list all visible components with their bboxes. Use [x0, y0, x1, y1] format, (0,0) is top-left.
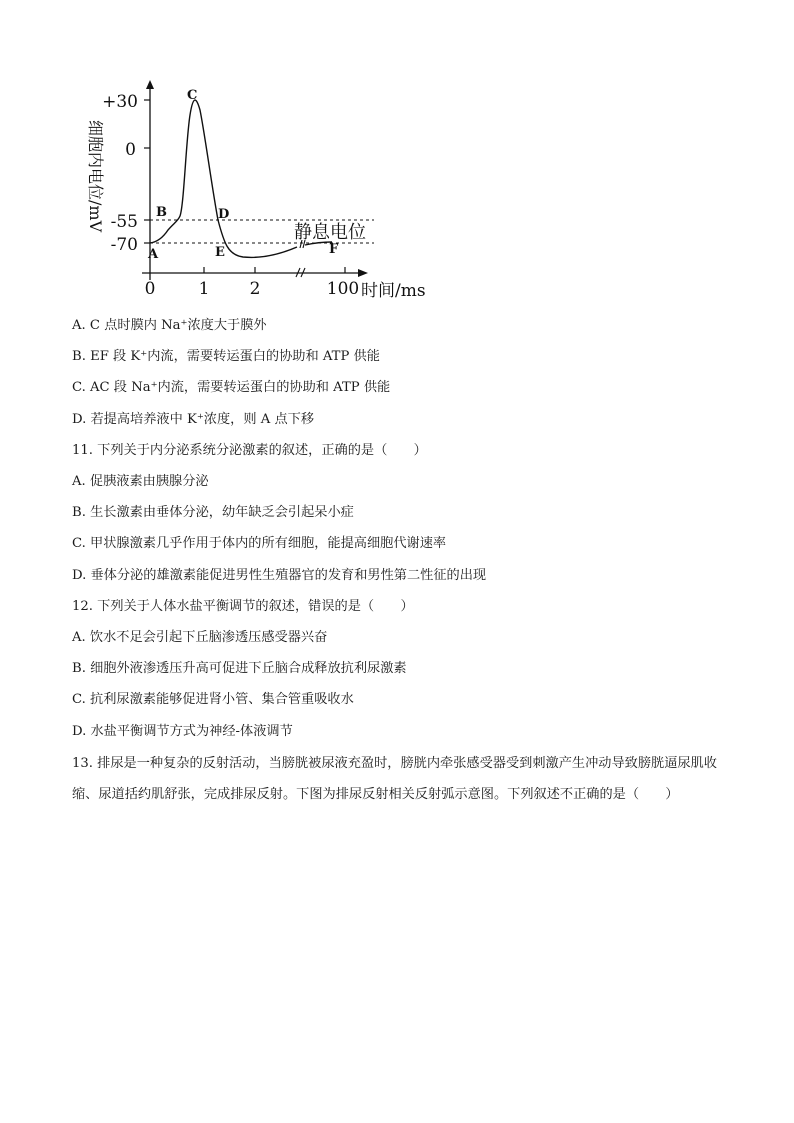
point-label-a: A — [148, 247, 159, 262]
ytick-label: +30 — [102, 92, 138, 112]
xtick-label: 100 — [326, 279, 360, 299]
ytick-label: 0 — [125, 140, 136, 160]
q12-stem: 12. 下列关于人体水盐平衡调节的叙述，错误的是（ ） — [72, 599, 414, 614]
x-axis-arrow — [358, 269, 368, 277]
q11-option-b: B. 生长激素由垂体分泌，幼年缺乏会引起呆小症 — [72, 505, 354, 520]
y-axis-label: 细胞内电位/mV — [86, 120, 105, 233]
q11-stem: 11. 下列关于内分泌系统分泌激素的叙述，正确的是（ ） — [72, 443, 427, 458]
ytick-label: -70 — [110, 235, 138, 255]
q12-option-c: C. 抗利尿激素能够促进肾小管、集合管重吸收水 — [72, 692, 354, 707]
q12-option-d: D. 水盐平衡调节方式为神经-体液调节 — [72, 724, 293, 739]
q10-option-d: D. 若提高培养液中 K⁺浓度，则 A 点下移 — [72, 412, 315, 427]
q10-option-b: B. EF 段 K⁺内流，需要转运蛋白的协助和 ATP 供能 — [72, 349, 380, 364]
q12-option-b: B. 细胞外液渗透压升高可促进下丘脑合成释放抗利尿激素 — [72, 661, 407, 676]
ytick-label: -55 — [110, 212, 138, 232]
point-label-d: D — [218, 207, 230, 222]
x-axis-label: 时间/ms — [361, 281, 426, 301]
point-label-f: F — [329, 242, 339, 257]
q11-option-c: C. 甲状腺激素几乎作用于体内的所有细胞，能提高细胞代谢速率 — [72, 536, 447, 551]
point-label-c: C — [187, 88, 198, 103]
point-label-b: B — [156, 205, 167, 220]
action-potential-figure — [78, 80, 438, 310]
xtick-label: 0 — [144, 279, 156, 299]
q13-stem: 13. 排尿是一种复杂的反射活动，当膀胱被尿液充盈时，膀胱内牵张感受器受到刺激产生冲动导致膀胱逼尿肌收缩、尿道括约肌舒张，完成排尿反射。下图为排尿反射相关反射弧示意图。下列叙述不正确的是（ ） — [72, 756, 717, 802]
xtick-label: 2 — [249, 279, 261, 299]
point-label-e: E — [215, 245, 225, 260]
q12-option-a: A. 饮水不足会引起下丘脑渗透压感受器兴奋 — [72, 630, 328, 645]
action-potential-curve — [150, 100, 297, 257]
q10-option-a: A. C 点时膜内 Na⁺浓度大于膜外 — [72, 318, 267, 333]
resting-potential-label: 静息电位 — [294, 222, 366, 243]
q11-option-d: D. 垂体分泌的雄激素能促进男性生殖器官的发育和男性第二性征的出现 — [72, 568, 487, 583]
action-potential-graph — [78, 80, 438, 310]
q11-option-a: A. 促胰液素由胰腺分泌 — [72, 474, 209, 489]
y-axis-arrow — [146, 80, 154, 89]
xtick-label: 1 — [198, 279, 210, 299]
q10-option-c: C. AC 段 Na⁺内流，需要转运蛋白的协助和 ATP 供能 — [72, 380, 391, 395]
